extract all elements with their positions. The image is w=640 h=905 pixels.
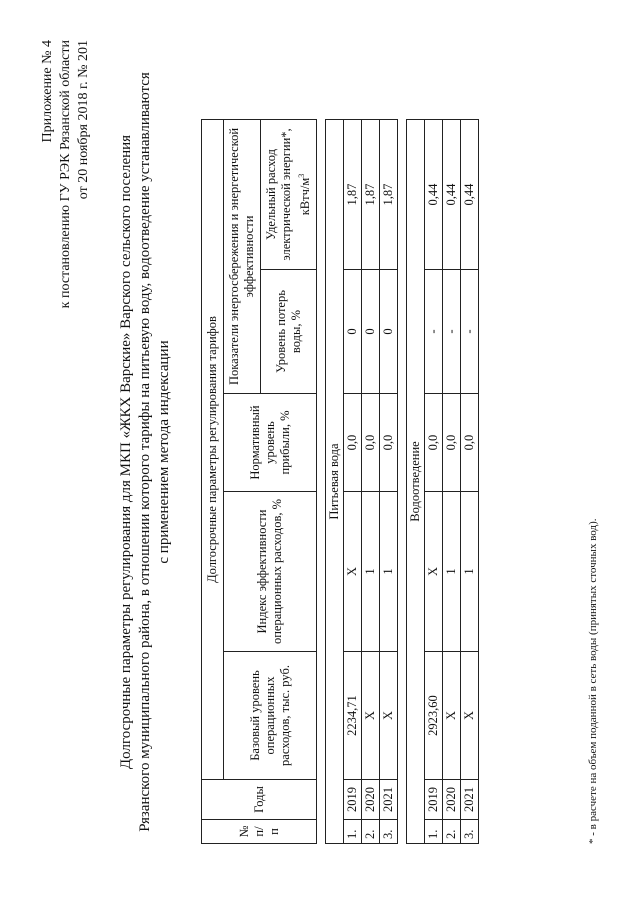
cell-num: 3. [380,820,398,844]
cell-loss: - [461,270,479,394]
section-title: Водоотведение [407,120,425,844]
cell-year: 2019 [344,780,362,820]
cell-base: Х [362,652,380,780]
cell-base: Х [461,652,479,780]
cell-index: 1 [443,492,461,652]
cell-loss: 0 [380,270,398,394]
cell-base: 2234,71 [344,652,362,780]
table-row [443,120,461,844]
cell-index: 1 [380,492,398,652]
cell-base: 2923,60 [425,652,443,780]
cell-base: Х [380,652,398,780]
col-index: Индекс эффективности операционных расходов, % [224,492,317,652]
cell-profit: 0,0 [443,394,461,492]
cell-energy: 0,44 [443,120,461,270]
col-year: Годы [202,780,317,820]
document-title [117,22,174,882]
table-row [461,120,479,844]
section-separator [398,120,407,844]
cell-loss: - [443,270,461,394]
col-energy [261,120,317,270]
col-energy-sup: 3 [297,173,306,178]
title-line-3: с применением метода индексации [156,340,172,564]
cell-loss: - [425,270,443,394]
table-body [317,120,479,844]
cell-energy: 0,44 [425,120,443,270]
title-line-2: Рязанского муниципального района, в отношении которого тарифы на питьевую воду, водоотведение устанавливаются [137,72,153,832]
cell-energy: 1,87 [344,120,362,270]
col-group-energy: Показатели энергосбережения и энергетической эффективности [224,120,261,394]
col-num: № п/п [202,820,317,844]
cell-year: 2019 [425,780,443,820]
table-row [362,120,380,844]
appendix-number: Приложение № 4 [40,40,55,143]
col-profit: Нормативный уровень прибыли, % [224,394,317,492]
cell-index: Х [425,492,443,652]
title-line-1: Долгосрочные параметры регулирования для МКП «ЖКХ Варские» Варского сельского поселения [118,134,134,770]
section-title: Питьевая вода [326,120,344,844]
cell-num: 2. [362,820,380,844]
cell-loss: 0 [362,270,380,394]
col-loss: Уровень потерь воды, % [261,270,317,394]
parameters-table [201,119,479,844]
table-row [344,120,362,844]
col-energy-text: Удельный расход электрической энергии*, кВтч/м [264,128,313,261]
section-title-row [326,120,344,844]
cell-year: 2020 [443,780,461,820]
cell-index: 1 [362,492,380,652]
footnote: * - в расчете на объем поданной в сеть воды (принятых сточных вод). [587,518,599,844]
col-base: Базовый уровень операционных расходов, тыс. руб. [224,652,317,780]
appendix-resolution: к постановлению ГУ РЭК Рязанской области [58,40,73,309]
cell-year: 2021 [380,780,398,820]
separator-cell [398,120,407,844]
cell-num: 1. [344,820,362,844]
cell-base: Х [443,652,461,780]
appendix-header [39,40,93,308]
table-row [380,120,398,844]
cell-profit: 0,0 [380,394,398,492]
cell-num: 2. [443,820,461,844]
cell-profit: 0,0 [461,394,479,492]
cell-index: Х [344,492,362,652]
cell-loss: 0 [344,270,362,394]
separator-cell [317,120,326,844]
cell-energy: 1,87 [380,120,398,270]
section-separator [317,120,326,844]
cell-profit: 0,0 [362,394,380,492]
cell-profit: 0,0 [344,394,362,492]
table-row [425,120,443,844]
cell-energy: 1,87 [362,120,380,270]
parameters-table-wrap [201,119,479,844]
section-title-row [407,120,425,844]
col-group-longterm: Долгосрочные параметры регулирования тарифов [202,120,224,780]
cell-num: 1. [425,820,443,844]
appendix-date: от 20 ноября 2018 г. № 201 [76,40,91,200]
cell-energy: 0,44 [461,120,479,270]
cell-index: 1 [461,492,479,652]
cell-year: 2020 [362,780,380,820]
cell-year: 2021 [461,780,479,820]
cell-num: 3. [461,820,479,844]
document-page [25,22,615,882]
cell-profit: 0,0 [425,394,443,492]
